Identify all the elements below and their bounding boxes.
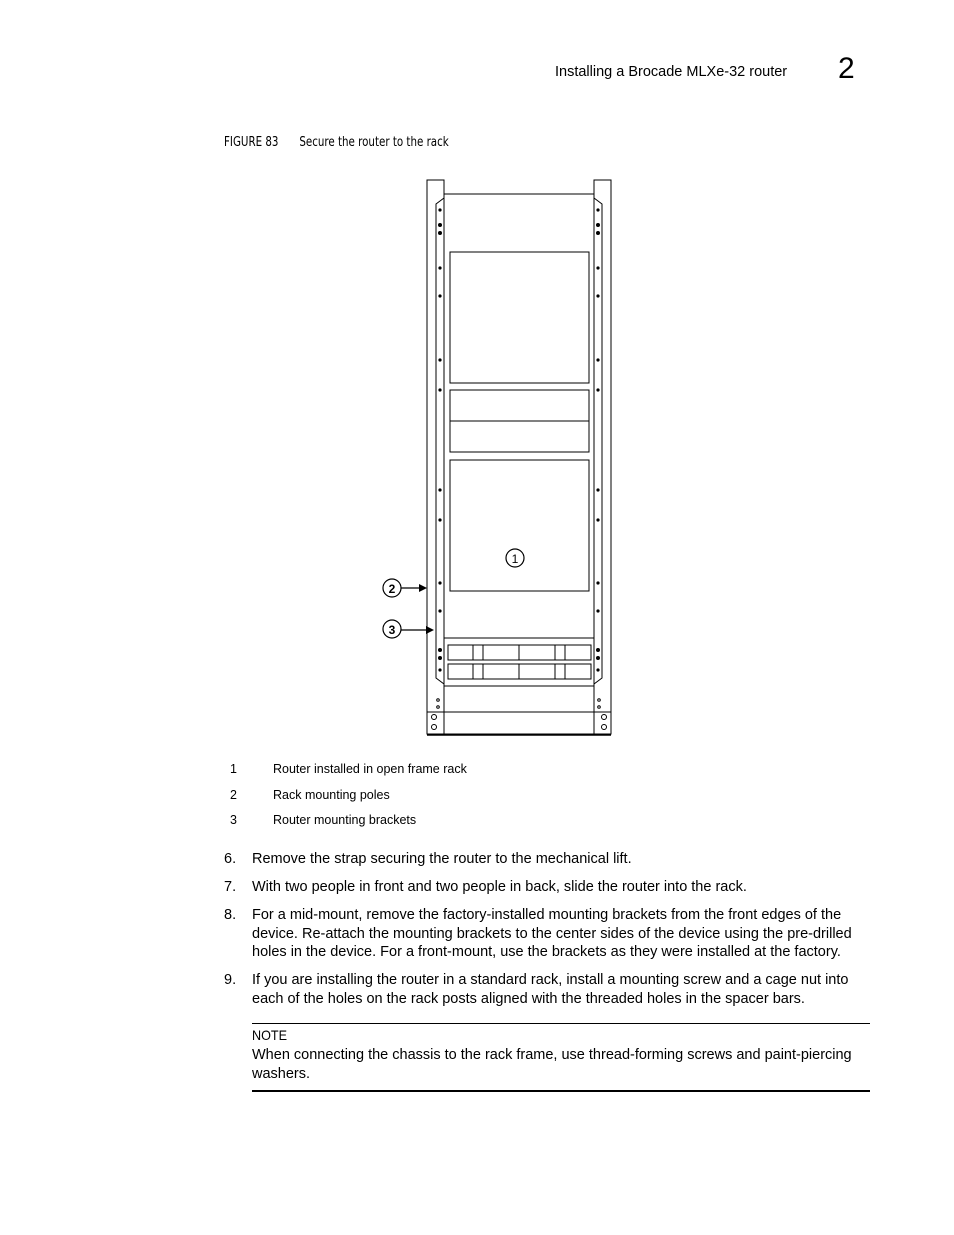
figure-label: FIGURE 83	[224, 135, 279, 150]
switch-fabric-panel-2	[450, 421, 589, 452]
step-item	[224, 971, 874, 1008]
legend-text: Rack mounting poles	[273, 787, 390, 802]
legend-number: 2	[230, 787, 237, 802]
svg-text:3: 3	[388, 623, 396, 637]
step-number: 8.	[224, 907, 237, 923]
step-item	[224, 850, 874, 869]
switch-fabric-panel-1	[450, 390, 589, 421]
svg-text:2: 2	[388, 582, 396, 596]
router-chassis	[444, 194, 594, 686]
step-text: If you are installing the router in a standard rack, install a mounting screw and a cage nut into each of the holes on the rack posts aligned with the threaded holes in the spacer bars.	[252, 972, 849, 1007]
lower-card-cage	[450, 460, 589, 591]
running-header-title: Installing a Brocade MLXe-32 router	[555, 64, 788, 80]
step-number: 9.	[224, 972, 237, 988]
callout-2	[383, 579, 427, 597]
note-box	[252, 1023, 870, 1092]
legend-number: 3	[230, 813, 237, 827]
note-label: NOTE	[252, 1027, 288, 1043]
step-item	[224, 878, 874, 897]
callout-3	[383, 620, 434, 638]
figure-legend	[230, 762, 630, 839]
note-text: When connecting the chassis to the rack frame, use thread-forming screws and paint-piercing washers.	[252, 1047, 852, 1082]
figure-caption	[224, 135, 449, 150]
legend-item	[230, 762, 630, 788]
legend-item	[230, 788, 630, 814]
chapter-number: 2	[838, 52, 855, 85]
legend-text: Router installed in open frame rack	[273, 762, 467, 776]
callout-1	[506, 549, 524, 567]
rack-base	[427, 712, 611, 734]
step-number: 7.	[224, 879, 237, 895]
step-text: For a mid-mount, remove the factory-installed mounting brackets from the front edges of the device. Re-attach the mounting brackets to the center sides of the device using the pre-drilled holes in the device. For a front-mount, use the brackets as they were installed at the factory.	[252, 907, 852, 960]
step-item	[224, 906, 874, 962]
legend-text: Router mounting brackets	[273, 813, 417, 827]
svg-text:1: 1	[511, 552, 519, 566]
step-text: With two people in front and two people in back, slide the router into the rack.	[252, 879, 747, 895]
figure-title: Secure the router to the rack	[299, 135, 449, 150]
step-text: Remove the strap securing the router to the mechanical lift.	[252, 851, 632, 867]
rack-router-illustration	[370, 170, 630, 745]
legend-item	[230, 813, 630, 839]
step-number: 6.	[224, 851, 237, 867]
upper-card-cage	[450, 252, 589, 383]
legend-number: 1	[230, 762, 237, 776]
procedure-steps	[224, 850, 874, 1018]
